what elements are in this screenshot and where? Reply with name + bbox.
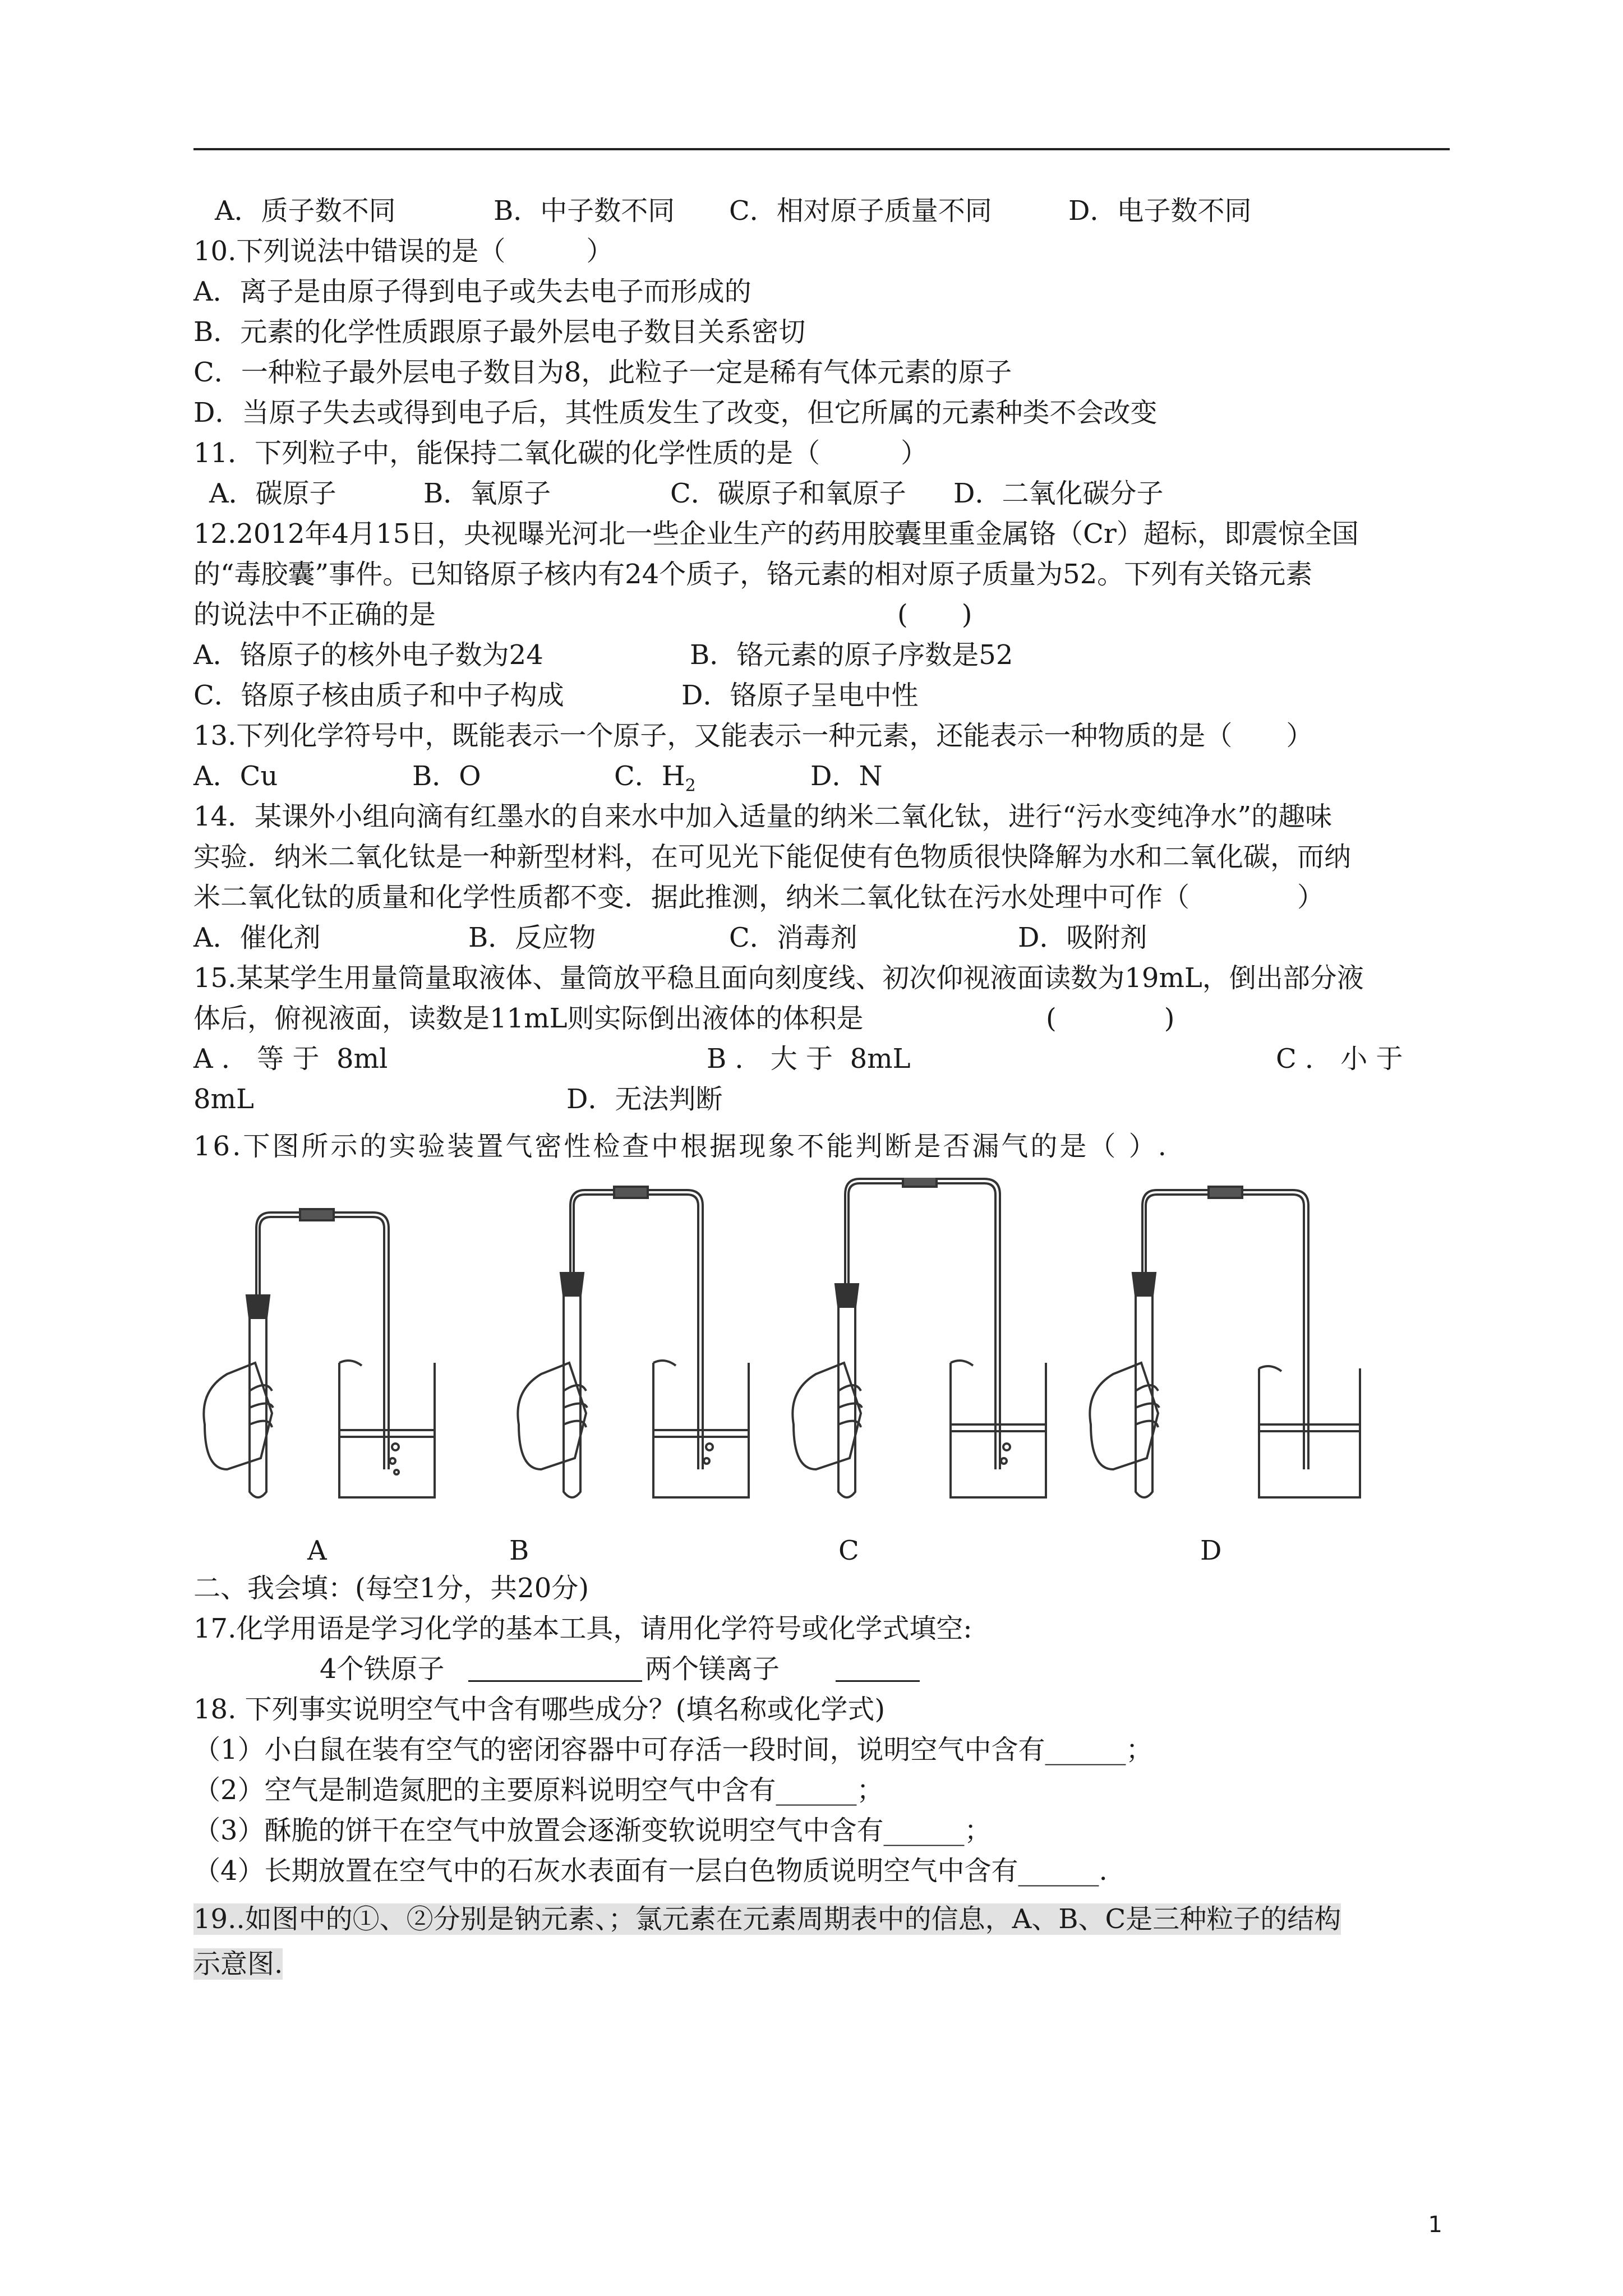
- apparatus-a: [204, 1209, 435, 1497]
- q14-line3: 米二氧化钛的质量和化学性质都不变．据此推测，纳米二氧化钛在污水处理中可作（ ）: [193, 882, 1325, 913]
- q14-option-d: D．吸附剂: [1018, 922, 1147, 953]
- q19-line1-text: 19..如图中的①、②分别是钠元素、；氯元素在元素周期表中的信息，A、B、C是三种粒子的结构: [193, 1903, 1341, 1935]
- q12-options-cd: [193, 677, 1450, 713]
- q19-line2: [193, 1946, 283, 1982]
- q15-option-a: A ． 等 于 8ml: [193, 1043, 388, 1075]
- q11-stem: 11．下列粒子中，能保持二氧化碳的化学性质的是（ ）: [193, 437, 928, 469]
- q13-option-c-text: C．H: [614, 760, 685, 792]
- q14-options: [193, 920, 1450, 956]
- q15-options-row1: [193, 1041, 1450, 1077]
- q16-label-b: B: [509, 1535, 529, 1566]
- q18-item-4: （4）长期放置在空气中的石灰水表面有一层白色物质说明空气中含有______.: [193, 1855, 1108, 1887]
- q12-option-b: B．铬元素的原子序数是52: [690, 639, 1013, 671]
- q17-blank-2[interactable]: [836, 1653, 920, 1691]
- q9-option-a: A．质子数不同: [215, 195, 396, 227]
- q19-line2-text: 示意图.: [193, 1948, 283, 1980]
- q16-label-d: D: [1200, 1535, 1222, 1566]
- q15-option-d: D．无法判断: [566, 1084, 723, 1115]
- q13-option-b: B．O: [412, 760, 481, 792]
- q13-options: [193, 758, 1450, 794]
- q17-prompt-1: 4个铁原子: [320, 1653, 445, 1685]
- q10-option-a: A．离子是由原子得到电子或失去电子而形成的: [193, 276, 751, 307]
- q10-option-b: B．元素的化学性质跟原子最外层电子数目关系密切: [193, 316, 806, 348]
- page-number: 1: [1428, 2212, 1442, 2238]
- q16-label-a: A: [307, 1535, 327, 1566]
- q13-option-d: D．N: [810, 760, 883, 792]
- q11-options: [193, 476, 1450, 511]
- q12-line3-row: [193, 597, 1450, 633]
- q14-option-c: C．消毒剂: [729, 922, 857, 953]
- q10-option-d: D．当原子失去或得到电子后，其性质发生了改变，但它所属的元素种类不会改变: [193, 397, 1158, 428]
- q15-line2: 体后，俯视液面，读数是11mL则实际倒出液体的体积是: [193, 1003, 864, 1034]
- q17-blanks: [193, 1651, 1450, 1687]
- q11-option-c: C．碳原子和氧原子: [670, 478, 906, 509]
- q12-option-a: A．铬原子的核外电子数为24: [193, 639, 543, 671]
- header-rule: [193, 148, 1450, 150]
- q15-option-c-cont: 8mL: [193, 1084, 254, 1115]
- q12-option-c: C．铬原子核由质子和中子构成: [193, 680, 564, 711]
- q11-option-d: D．二氧化碳分子: [953, 478, 1164, 509]
- q9-options: [193, 193, 1450, 229]
- q13-stem: 13.下列化学符号中，既能表示一个原子，又能表示一种元素，还能表示一种物质的是（ ）: [193, 720, 1313, 751]
- q10-stem: 10.下列说法中错误的是（ ）: [193, 236, 614, 267]
- q12-answer-paren: ( ): [897, 599, 972, 630]
- section2-heading: 二、我会填：(每空1分，共20分): [193, 1573, 589, 1604]
- q14-line1: 14．某课外小组向滴有红墨水的自来水中加入适量的纳米二氧化钛，进行“污水变纯净水”的趣味: [193, 801, 1332, 832]
- q16-label-c: C: [838, 1535, 859, 1566]
- q17-prompt-2: 两个镁离子: [645, 1653, 780, 1685]
- q12-line3: 的说法中不正确的是: [193, 599, 436, 630]
- q9-option-d: D．电子数不同: [1068, 195, 1252, 227]
- q11-option-b: B．氧原子: [423, 478, 551, 509]
- q15-answer-paren: ( ): [1046, 1003, 1175, 1034]
- q15-option-b: B ． 大 于 8mL: [707, 1043, 911, 1075]
- q18-item-2: （2）空气是制造氮肥的主要原料说明空气中含有______；: [193, 1774, 884, 1806]
- q13-option-c-subscript: 2: [685, 776, 696, 796]
- q10-option-c: C．一种粒子最外层电子数目为8，此粒子一定是稀有气体元素的原子: [193, 357, 1012, 388]
- apparatus-b: [518, 1187, 749, 1497]
- q14-option-b: B．反应物: [468, 922, 596, 953]
- q16-stem: 16.下图所示的实验装置气密性检查中根据现象不能判断是否漏气的是（ ）.: [193, 1131, 1169, 1162]
- q9-option-c: C．相对原子质量不同: [729, 195, 992, 227]
- q15-option-c: C ． 小 于: [1276, 1043, 1403, 1075]
- q13-option-a: A．Cu: [193, 760, 278, 792]
- q18-item-1: （1）小白鼠在装有空气的密闭容器中可存活一段时间，说明空气中含有______；: [193, 1734, 1153, 1765]
- q13-option-c: [614, 758, 696, 804]
- q12-line1: 12.2012年4月15日，央视曝光河北一些企业生产的药用胶囊里重金属铬（Cr）超标，即震惊全国: [193, 518, 1359, 550]
- q17-blank-1[interactable]: [468, 1653, 642, 1691]
- q12-line2: 的“毒胶囊”事件。已知铬原子核内有24个质子，铬元素的相对原子质量为52。下列有关铬元素: [193, 559, 1313, 590]
- q16-apparatus-figure: [193, 1178, 1450, 1525]
- q14-option-a: A．催化剂: [193, 922, 321, 953]
- q15-line2-row: [193, 1001, 1450, 1036]
- apparatus-d: [1090, 1187, 1360, 1497]
- q12-option-d: D．铬原子呈电中性: [681, 680, 919, 711]
- q18-stem: 18. 下列事实说明空气中含有哪些成分？(填名称或化学式): [193, 1694, 886, 1725]
- q15-line1: 15.某某学生用量筒量取液体、量筒放平稳且面向刻度线、初次仰视液面读数为19mL，倒出部分液: [193, 962, 1364, 994]
- q14-line2: 实验．纳米二氧化钛是一种新型材料，在可见光下能促使有色物质很快降解为水和二氧化碳，而纳: [193, 841, 1352, 873]
- q9-option-b: B．中子数不同: [494, 195, 675, 227]
- q18-item-3: （3）酥脆的饼干在空气中放置会逐渐变软说明空气中含有______；: [193, 1815, 992, 1846]
- q12-options-ab: [193, 637, 1450, 673]
- apparatus-c: [792, 1178, 1046, 1497]
- q17-stem: 17.化学用语是学习化学的基本工具，请用化学符号或化学式填空:: [193, 1613, 972, 1644]
- q15-options-row2: [193, 1081, 1450, 1117]
- q11-option-a: A．碳原子: [209, 478, 336, 509]
- q19-line1: [193, 1901, 1341, 1937]
